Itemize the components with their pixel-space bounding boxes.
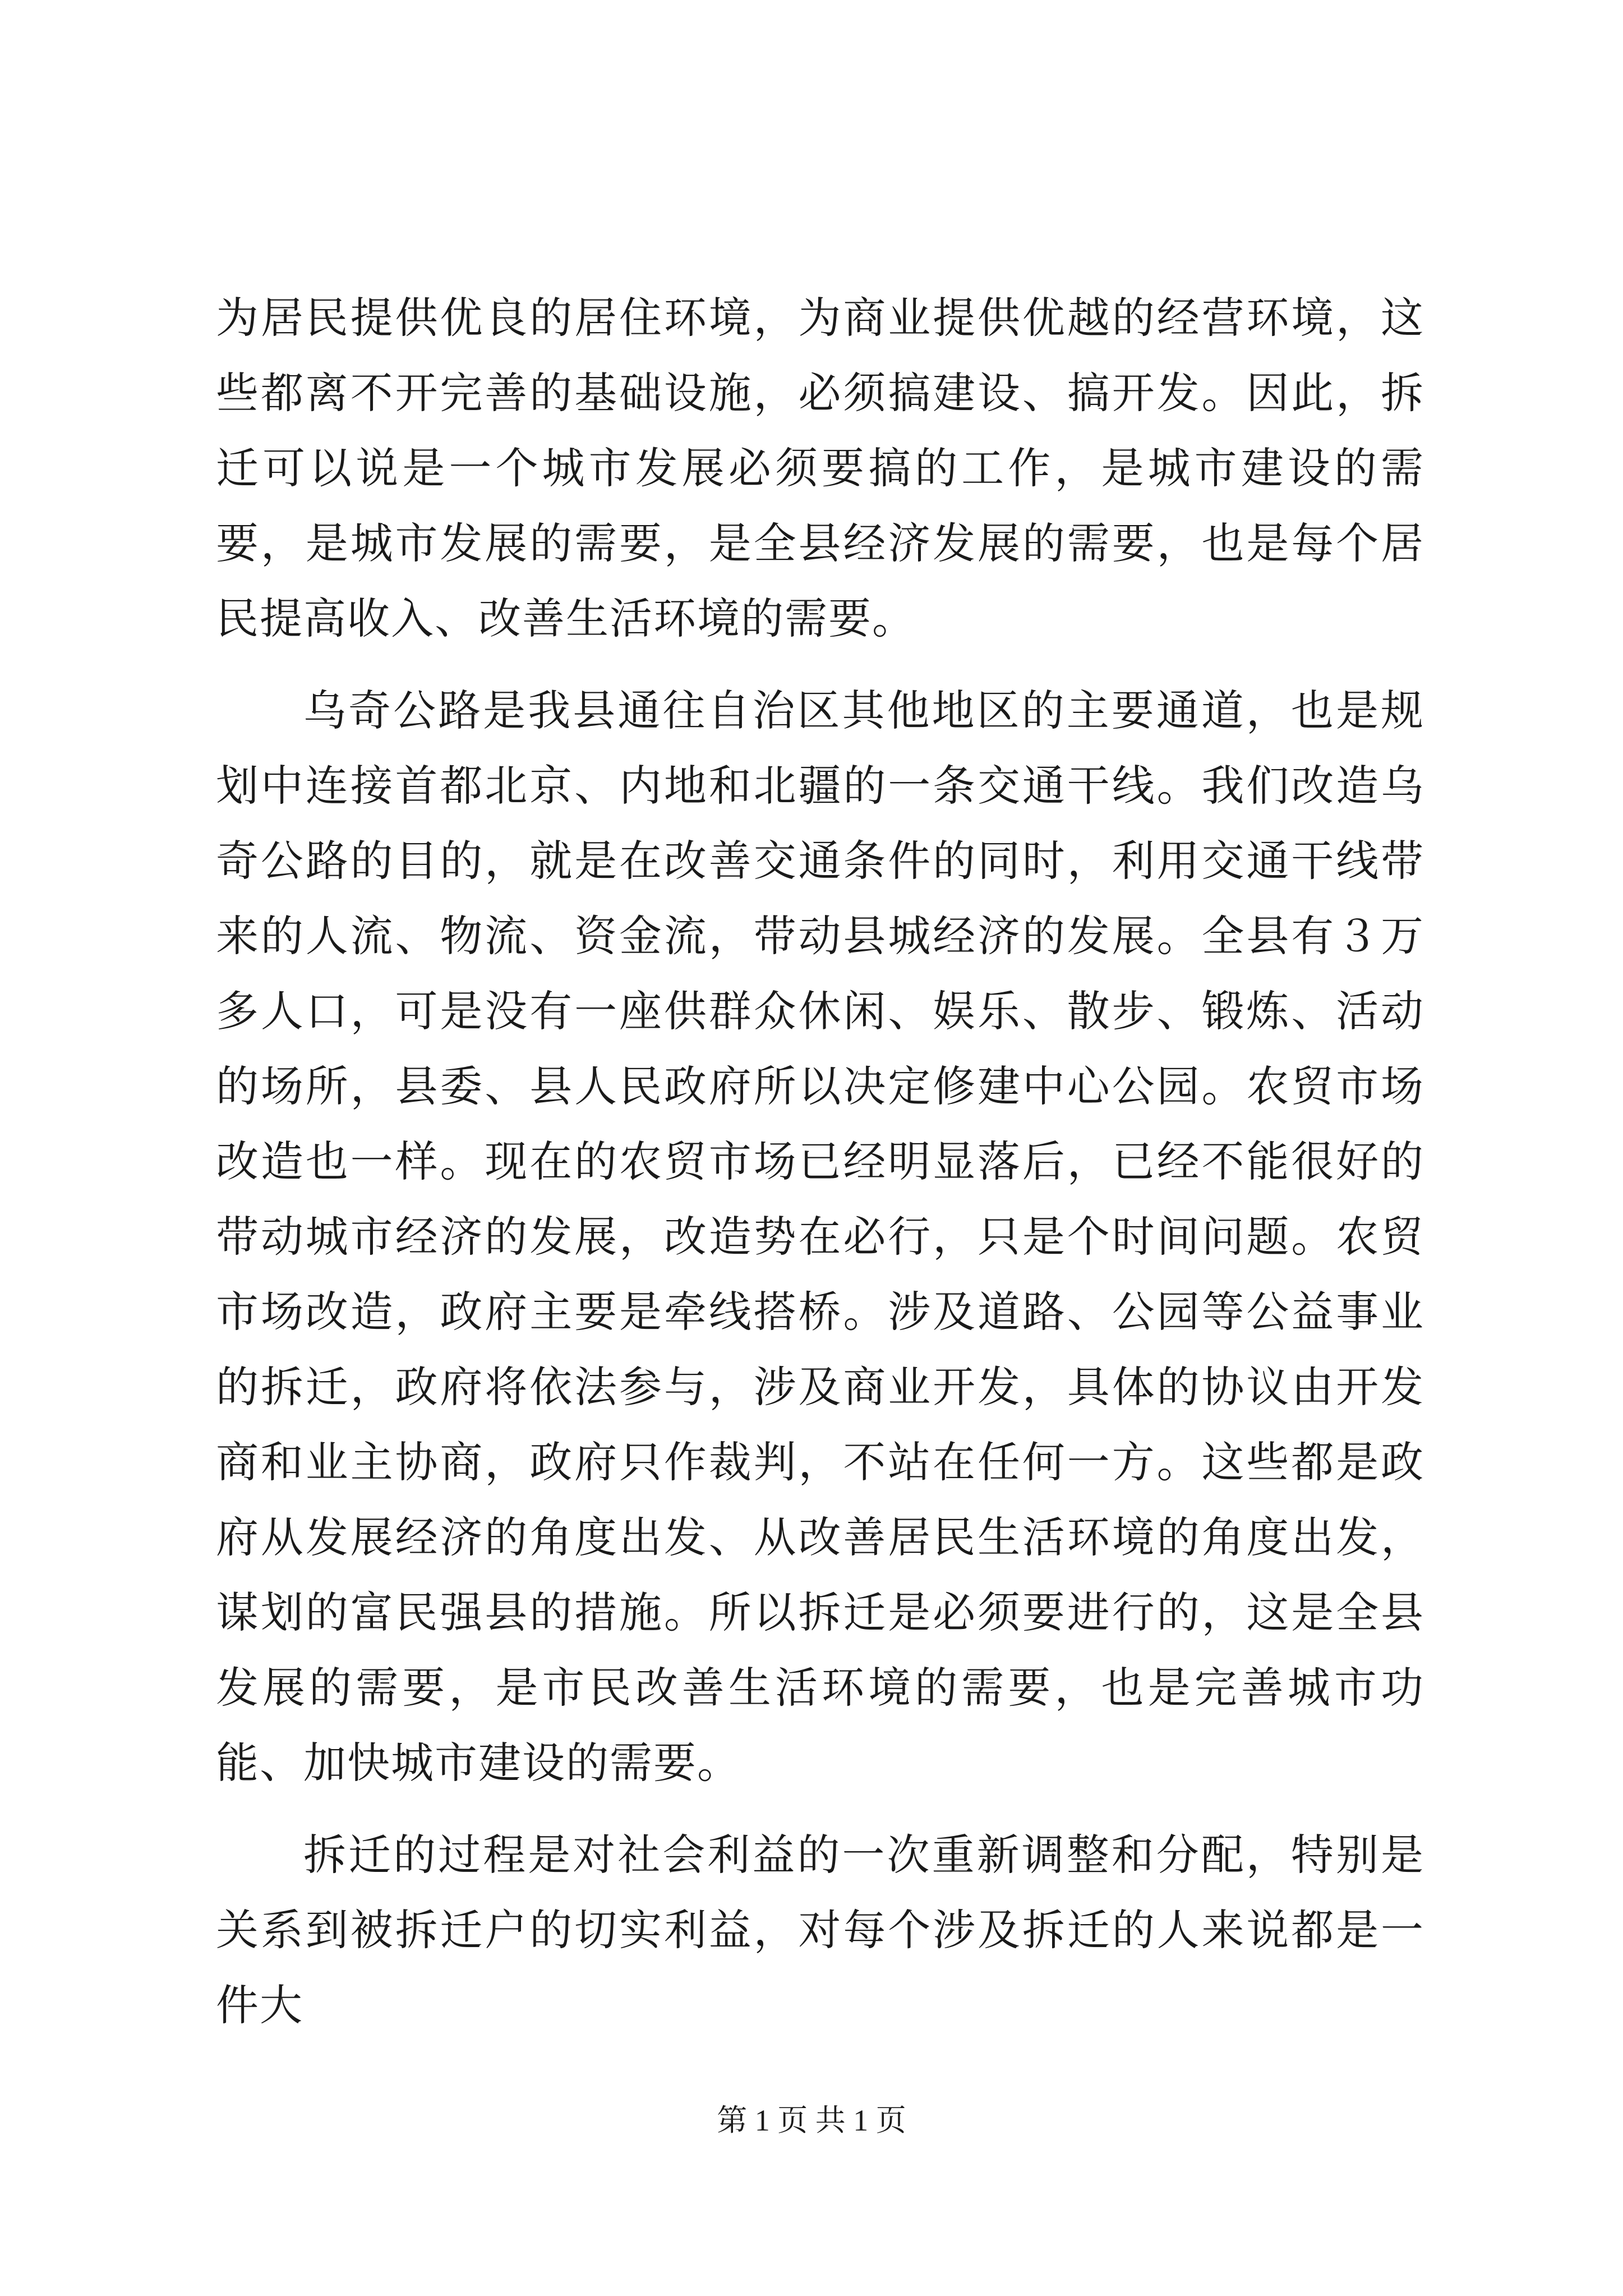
page-number-footer: 第 1 页 共 1 页	[717, 2104, 906, 2137]
paragraph-2: 乌奇公路是我县通往自治区其他地区的主要通道，也是规划中连接首都北京、内地和北疆的一条交通干线。我们改造乌奇公路的目的，就是在改善交通条件的同时，利用交通干线带来的人流、物流、资金流，带动县城经济的发展。全县有３万多人口，可是没有一座供群众休闲、娱乐、散步、锻炼、活动的场所，县委、县人民政府所以决定修建中心公园。农贸市场改造也一样。现在的农贸市场已经明显落后，已经不能很好的带动城市经济的发展，改造势在必行，只是个时间问题。农贸市场改造，政府主要是牵线搭桥。涉及道路、公园等公益事业的拆迁，政府将依法参与，涉及商业开发，具体的协议由开发商和业主协商，政府只作裁判，不站在任何一方。这些都是政府从发展经济的角度出发、从改善居民生活环境的角度出发，谋划的富民强县的措施。所以拆迁是必须要进行的，这是全县发展的需要，是市民改善生活环境的需要，也是完善城市功能、加快城市建设的需要。	[216, 685, 1424, 1788]
paragraph-3: 拆迁的过程是对社会利益的一次重新调整和分配，特别是关系到被拆迁户的切实利益，对每个涉及拆迁的人来说都是一件大	[216, 1830, 1424, 2030]
document-body	[216, 280, 1424, 2043]
paragraph-1: 为居民提供优良的居住环境，为商业提供优越的经营环境，这些都离不开完善的基础设施，必须搞建设、搞开发。因此，拆迁可以说是一个城市发展必须要搞的工作，是城市建设的需要，是城市发展的需要，是全县经济发展的需要，也是每个居民提高收入、改善生活环境的需要。	[216, 293, 1424, 643]
